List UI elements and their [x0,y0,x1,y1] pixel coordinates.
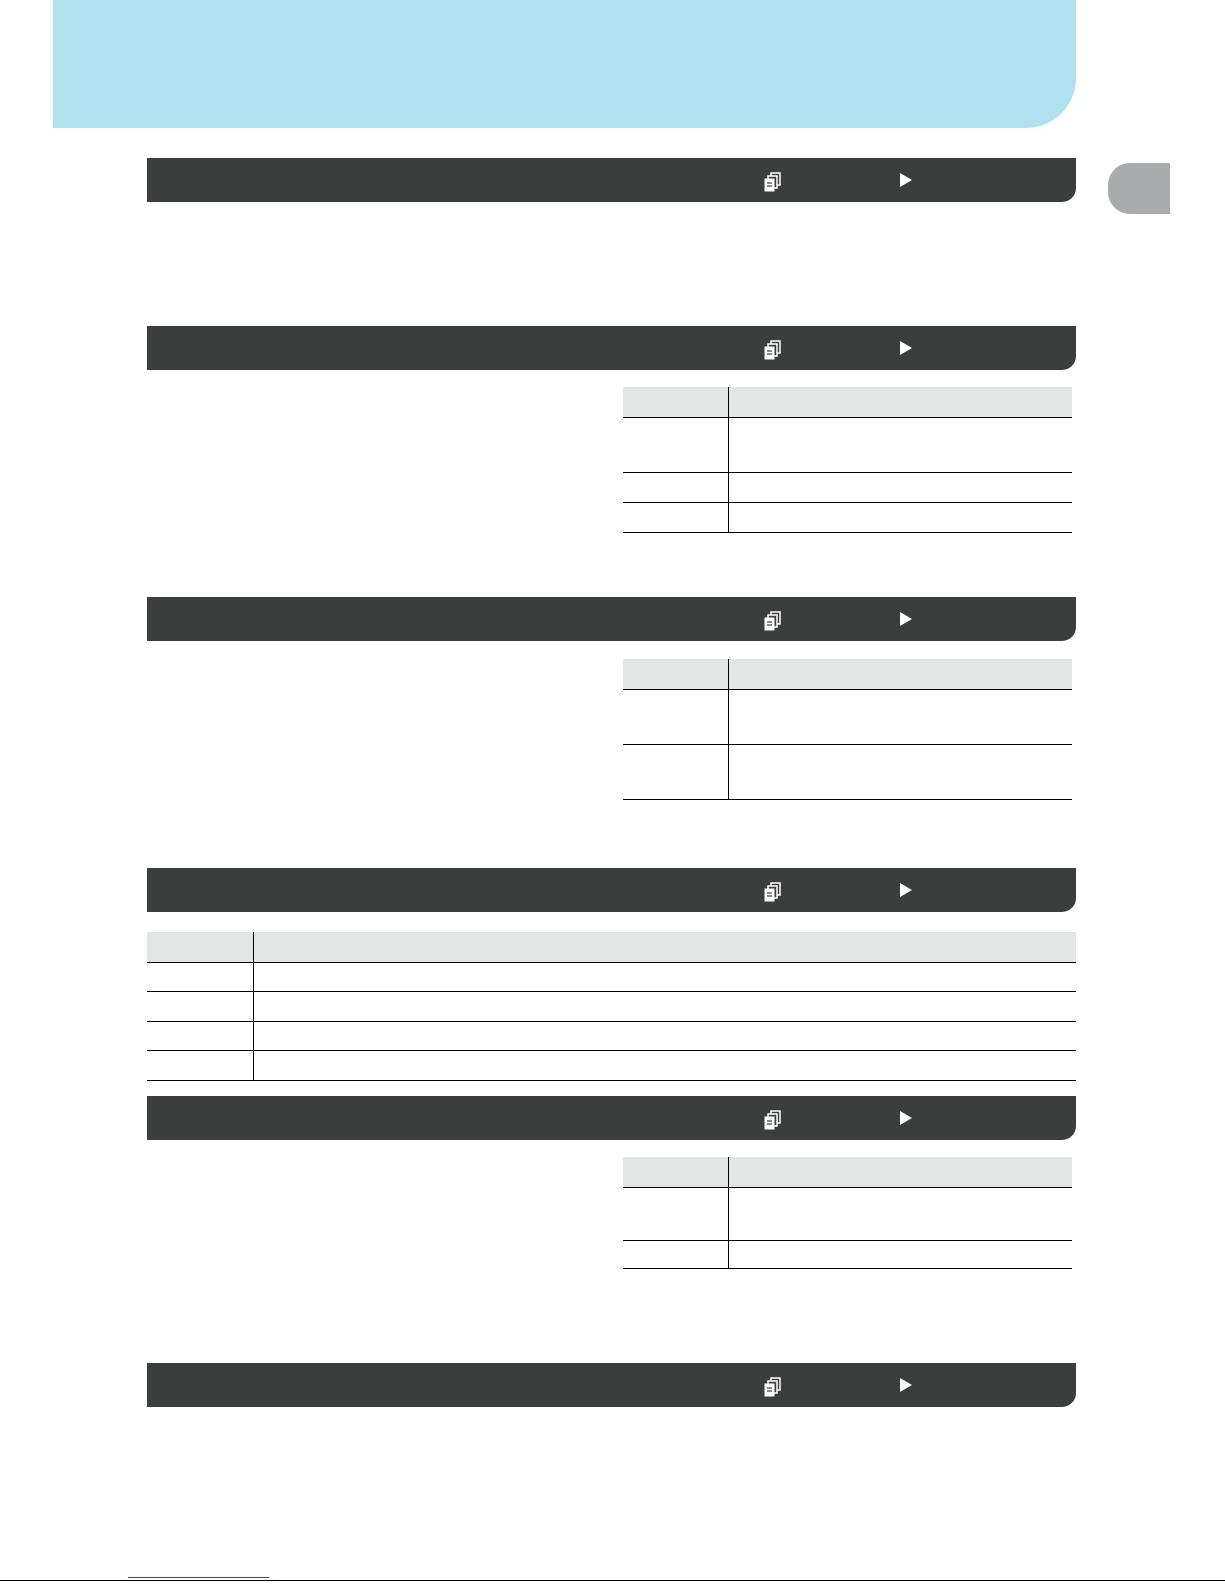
pages-icon[interactable] [764,882,782,902]
table-header [623,1157,1072,1188]
table-row [623,1240,1072,1241]
play-arrow-icon[interactable] [900,612,912,626]
footer-link[interactable] [128,1577,269,1578]
table-row [623,532,1072,533]
column-divider [253,932,254,1081]
section-bar-5 [147,1096,1076,1140]
table-header [623,659,1072,690]
table-section-5 [623,1157,1072,1269]
table-row [147,1050,1076,1051]
section-bar-1 [147,158,1076,202]
pages-icon[interactable] [764,1377,782,1397]
play-arrow-icon[interactable] [900,173,912,187]
chapter-tab[interactable] [1108,163,1170,214]
section-bar-6 [147,1363,1076,1407]
section-bar-4 [147,868,1076,912]
table-section-2 [623,387,1072,533]
column-divider [728,1157,729,1269]
table-row [623,502,1072,503]
pages-icon[interactable] [764,611,782,631]
play-arrow-icon[interactable] [900,883,912,897]
section-bar-2 [147,326,1076,370]
pages-icon[interactable] [764,340,782,360]
table-header [147,932,1076,963]
play-arrow-icon[interactable] [900,1111,912,1125]
table-row [623,1268,1072,1269]
column-divider [728,659,729,800]
section-bar-3 [147,597,1076,641]
header-banner [53,0,1076,128]
pages-icon[interactable] [764,172,782,192]
table-header [623,387,1072,418]
column-divider [728,387,729,533]
table-row [623,744,1072,745]
table-row [623,799,1072,800]
table-row [147,1080,1076,1081]
table-row [147,1021,1076,1022]
footer-rule [0,1580,1225,1581]
table-row [623,472,1072,473]
table-row [147,991,1076,992]
pages-icon[interactable] [764,1110,782,1130]
play-arrow-icon[interactable] [900,341,912,355]
table-section-3 [623,659,1072,800]
table-section-4 [147,932,1076,1081]
play-arrow-icon[interactable] [900,1378,912,1392]
